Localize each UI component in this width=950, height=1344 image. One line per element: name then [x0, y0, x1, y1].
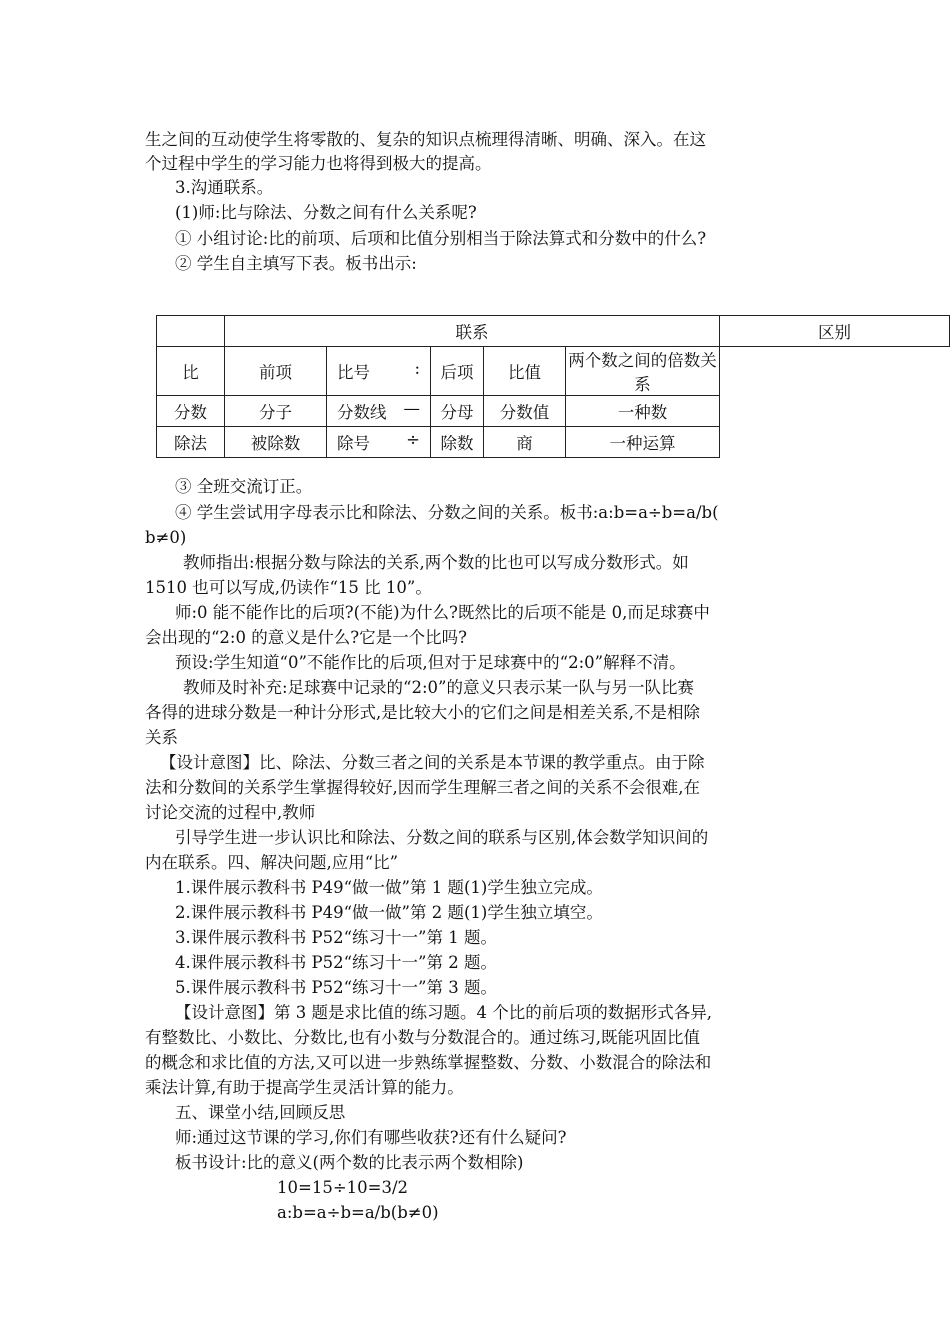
paragraph-line: 乘法计算,有助于提高学生灵活计算的能力。 [145, 1078, 464, 1097]
relationship-table [156, 315, 950, 458]
paragraph-line: 关系 [145, 728, 178, 747]
section-heading: 五、课堂小结,回顾反思 [175, 1103, 346, 1122]
table-header-row [157, 316, 950, 347]
table-cell-label: 比号 [337, 363, 370, 382]
paragraph-line: b≠0) [145, 528, 187, 547]
table-cell [327, 396, 431, 427]
table-header-link: 联系 [225, 316, 720, 347]
table-cell: 前项 [225, 347, 327, 396]
paragraph-line: 生之间的互动使学生将零散的、复杂的知识点梳理得清晰、明确、深入。在这 [145, 130, 706, 149]
paragraph-line: 引导学生进一步认识比和除法、分数之间的联系与区别,体会数学知识间的 [175, 828, 709, 847]
table-corner-cell [157, 316, 225, 347]
paragraph-line: 教师及时补充:足球赛中记录的“2:0”的意义只表示某一队与另一队比赛 [183, 678, 694, 697]
paragraph-line: ② 学生自主填写下表。板书出示: [175, 254, 417, 273]
table-cell-symbol: — [403, 399, 420, 418]
paragraph-line: ③ 全班交流订正。 [175, 477, 313, 496]
paragraph-line: ① 小组讨论:比的前项、后项和比值分别相当于除法算式和分数中的什么? [175, 229, 707, 248]
paragraph-line: 讨论交流的过程中,教师 [145, 803, 316, 822]
list-item: 4.课件展示教科书 P52“练习十一”第 2 题。 [175, 953, 497, 972]
paragraph-line: 个过程中学生的学习能力也将得到极大的提高。 [145, 154, 492, 173]
table-cell-symbol: : [414, 359, 420, 378]
paragraph-line: 的概念和求比值的方法,又可以进一步熟练掌握整数、分数、小数混合的除法和 [145, 1053, 712, 1072]
paragraph-line: ④ 学生尝试用字母表示比和除法、分数之间的关系。板书:a:b=a÷b=a/b( [175, 503, 719, 522]
table-cell: 分数 [157, 396, 225, 427]
paragraph-line: 板书设计:比的意义(两个数的比表示两个数相除) [175, 1153, 524, 1172]
table-cell-label: 分数线 [337, 403, 387, 422]
table-header-diff: 区别 [720, 316, 950, 347]
table-row [157, 396, 950, 427]
list-item: 5.课件展示教科书 P52“练习十一”第 3 题。 [175, 978, 497, 997]
table-cell: 比值 [484, 347, 566, 396]
paragraph-line: 师:0 能不能作比的后项?(不能)为什么?既然比的后项不能是 0,而足球赛中 [175, 603, 710, 622]
table-row [157, 347, 950, 396]
table-cell [327, 427, 431, 458]
list-item: 3.课件展示教科书 P52“练习十一”第 1 题。 [175, 928, 497, 947]
paragraph-line: 预设:学生知道“0”不能作比的后项,但对于足球赛中的“2:0”解释不清。 [175, 653, 686, 672]
table-cell: 后项 [431, 347, 484, 396]
paragraph-line: 各得的进球分数是一种计分形式,是比较大小的它们之间是相差关系,不是相除 [145, 703, 700, 722]
list-item: 1.课件展示教科书 P49“做一做”第 1 题(1)学生独立完成。 [175, 878, 603, 897]
table-cell: 一种运算 [566, 427, 720, 458]
table-cell: 分数值 [484, 396, 566, 427]
table-cell: 一种数 [566, 396, 720, 427]
paragraph-line: 【设计意图】第 3 题是求比值的练习题。4 个比的前后项的数据形式各异, [175, 1003, 712, 1022]
paragraph-line: 师:通过这节课的学习,你们有哪些收获?还有什么疑问? [175, 1128, 567, 1147]
section-heading: 3.沟通联系。 [175, 178, 274, 197]
table-cell: 被除数 [225, 427, 327, 458]
table-cell: 分子 [225, 396, 327, 427]
table-row [157, 427, 950, 458]
table-cell: 两个数之间的倍数关系 [566, 347, 720, 396]
table-cell [327, 347, 431, 396]
table-cell-label: 除号 [337, 434, 370, 453]
table-cell: 除法 [157, 427, 225, 458]
paragraph-line: (1)师:比与除法、分数之间有什么关系呢? [175, 203, 477, 222]
paragraph-line: 【设计意图】比、除法、分数三者之间的关系是本节课的教学重点。由于除 [160, 753, 705, 772]
table-cell: 分母 [431, 396, 484, 427]
table-cell: 商 [484, 427, 566, 458]
paragraph-line: 会出现的“2:0 的意义是什么?它是一个比吗? [145, 628, 467, 647]
table-cell: 比 [157, 347, 225, 396]
list-item: 2.课件展示教科书 P49“做一做”第 2 题(1)学生独立填空。 [175, 903, 603, 922]
paragraph-line: 有整数比、小数比、分数比,也有小数与分数混合的。通过练习,既能巩固比值 [145, 1028, 700, 1047]
table-cell-symbol: ÷ [406, 430, 420, 449]
formula-line: 10=15÷10=3/2 [277, 1178, 409, 1197]
paragraph-line: 1510 也可以写成,仍读作“15 比 10”。 [145, 578, 432, 597]
paragraph-line: 内在联系。四、解决问题,应用“比” [145, 853, 399, 872]
paragraph-line: 教师指出:根据分数与除法的关系,两个数的比也可以写成分数形式。如 [183, 553, 689, 572]
table-cell: 除数 [431, 427, 484, 458]
formula-line: a:b=a÷b=a/b(b≠0) [277, 1203, 439, 1222]
paragraph-line: 法和分数间的关系学生掌握得较好,因而学生理解三者之间的关系不会很难,在 [145, 778, 700, 797]
